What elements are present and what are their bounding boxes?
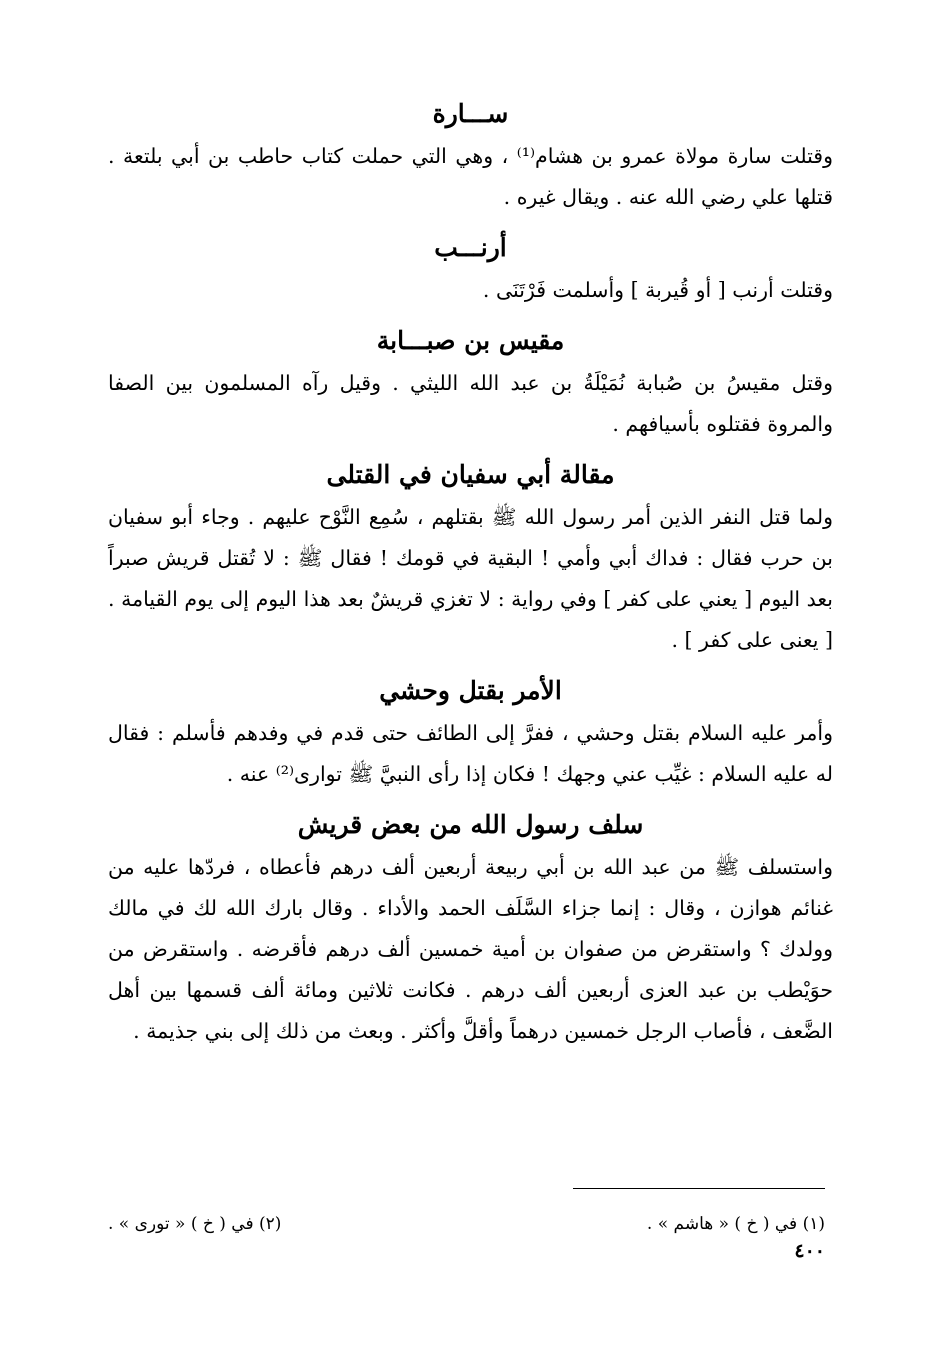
section-paragraph: وقتل مقيسُ بن صُبابة نُمَيْلَةُ بن عبد الله الليثي . وقيل رآه المسلمون بين الصفا والمروة فقتلوه بأسيافهم . (108, 371, 833, 436)
footnotes (108, 1214, 825, 1234)
section-paragraph: ولما قتل النفر الذين أمر رسول الله ﷺ بقتلهم ، سُمِع النَّوْح عليهم . وجاء أبو سفيان بن حرب فقال : فداك أبي وأمي ! البقية في قومك ! فقال ﷺ : لا تُقتل قريش صبراً بعد اليوم [ يعني على كفر ] وفي رواية : لا تغزي قريشٌ بعد هذا اليوم إلى يوم القيامة . [ يعنى على كفر ] . (108, 505, 833, 652)
footnote-divider (573, 1188, 825, 1189)
section-abu-sufyan (108, 453, 833, 661)
footnote-1: (١) في ( خ ) « هاشم » . (646, 1214, 825, 1234)
section-paragraph: واستسلف ﷺ من عبد الله بن أبي ربيعة أربعين ألف درهم فأعطاه ، فردّها عليه من غنائم هوازن ، وقال : إنما جزاء السَّلَف الحمد والأداء . وقال بارك الله لك في مالك وولدك ؟ واستقرض من صفوان بن أمية خمسين ألف درهم فأقرضه . واستقرض من حوَيْطب بن عبد العزى أربعين ألف درهم . فكانت ثلاثين ومائة ألف قسمها بين أهل الضَّعف ، فأصاب الرجل خمسين درهماً وأقلَّ وأكثر . وبعث من ذلك إلى بني جذيمة . (108, 855, 833, 1043)
section-arnab (108, 226, 833, 311)
section-heading: مقالة أبي سفيان في القتلى (326, 460, 615, 489)
section-heading: ســـارة (432, 99, 509, 128)
page-number: ٤٠٠ (794, 1240, 825, 1262)
section-heading: مقيس بن صبـــابة (376, 326, 565, 355)
section-miqyas (108, 319, 833, 445)
section-salaf (108, 803, 833, 1052)
section-paragraph: وقتلت أرنب [ أو قُيربة ] وأسلمت فَرْتَنَى . (482, 278, 833, 302)
section-paragraph: وقتلت سارة مولاة عمرو بن هشام⁽¹⁾ ، وهي التي حملت كتاب حاطب بن أبي بلتعة . قتلها علي رضي الله عنه . ويقال غيره . (108, 144, 833, 209)
footnote-2: (٢) في ( خ ) « تورى » . (108, 1214, 282, 1234)
section-heading: سلف رسول الله من بعض قريش (297, 810, 644, 839)
section-wahshi (108, 669, 833, 795)
section-heading: أرنـــب (434, 233, 507, 262)
page-body (108, 92, 833, 1052)
section-sara (108, 92, 833, 218)
section-paragraph: وأمر عليه السلام بقتل وحشي ، ففرَّ إلى الطائف حتى قدم في وفدهم فأسلم : فقال له عليه السلام : غيِّب عني وجهك ! فكان إذا رأى النبيَّ ﷺ توارى⁽²⁾ عنه . (108, 721, 833, 786)
section-heading: الأمر بقتل وحشي (379, 676, 562, 705)
